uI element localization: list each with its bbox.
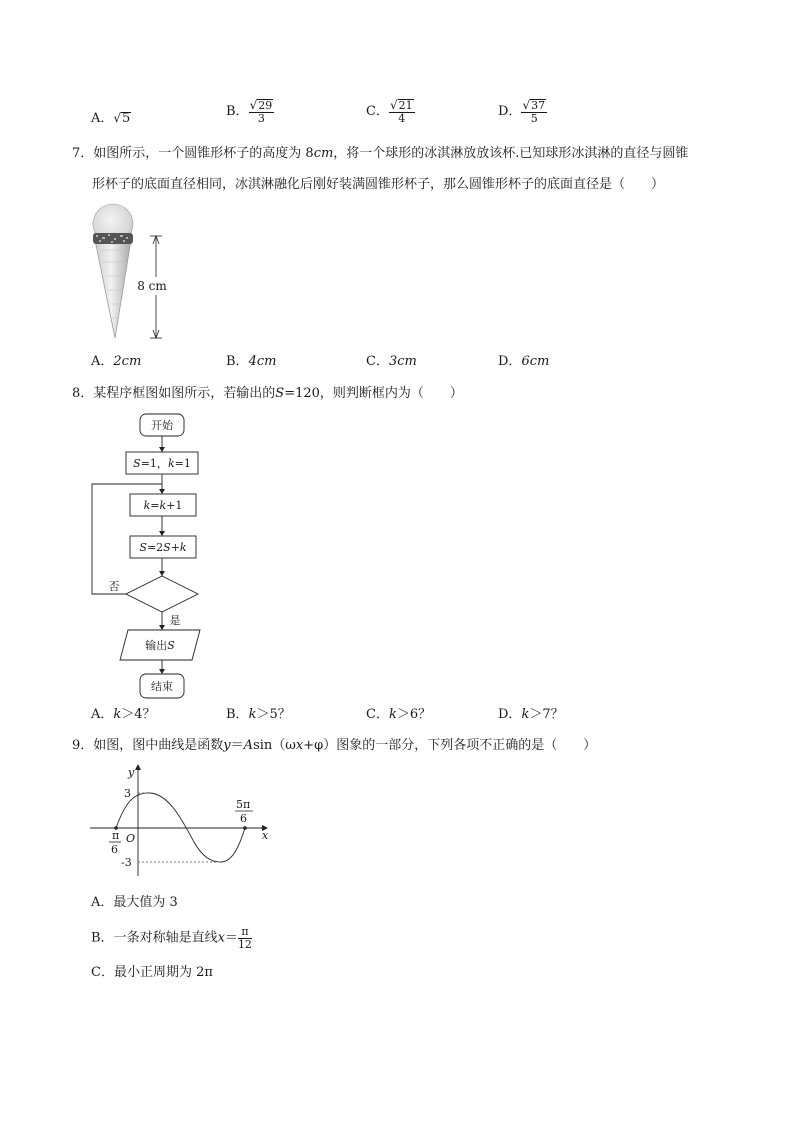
q7-option-c: C．3cm	[366, 354, 417, 369]
q8-flowchart	[88, 412, 218, 702]
q8-stem: 8．某程序框图如图所示，若输出的S=120，则判断框内为（ ）	[72, 386, 463, 401]
graph-min-label: -3	[121, 856, 132, 869]
q7-stem-line1: 7．如图所示，一个圆锥形杯子的高度为 8cm，将一个球形的冰淇淋放放该杯.已知球形冰淇淋的直径与圆锥	[72, 146, 689, 161]
graph-max-label: 3	[124, 787, 131, 800]
graph-origin-label: O	[126, 832, 136, 845]
graph-right-num: 5π	[236, 798, 251, 811]
flow-decision	[126, 576, 198, 612]
q9-option-c: C．最小正周期为 2π	[91, 965, 213, 980]
q7-option-a: A．2cm	[91, 354, 142, 369]
flow-output-label: 输出S	[145, 639, 175, 652]
q9-option-b: B．一条对称轴是直线x＝ $\frac{\pi}{12}$	[91, 925, 252, 951]
graph-left-den: 6	[111, 843, 118, 856]
sine-curve	[116, 793, 245, 862]
q8-option-b: B．k＞5？	[226, 707, 291, 722]
q6-option-b: B． $\frac{√29}{3}$	[226, 98, 273, 125]
q7-option-d: D．6cm	[498, 354, 550, 369]
q8-option-c: C．k＞6？	[366, 707, 432, 722]
q9-option-a: A．最大值为 3	[91, 895, 178, 910]
q6-option-d: D． $\frac{√37}{5}$	[498, 98, 546, 125]
q7-stem-line2: 形杯子的底面直径相同，冰淇淋融化后刚好装满圆锥形杯子，那么圆锥形杯子的底面直径是（ ）	[92, 177, 665, 192]
q7-height-label: 8 cm	[137, 279, 167, 293]
flow-end-label: 结束	[151, 680, 173, 693]
q9-sine-graph	[88, 764, 273, 879]
q8-option-a: A．k＞4？	[91, 707, 156, 722]
q9-stem: 9．如图，图中曲线是函数y＝Asin（ωx+φ）图象的一部分，下列各项不正确的是（ ）	[72, 738, 597, 753]
flow-step-k-label: k=k+1	[143, 499, 183, 512]
q8-option-d: D．k＞7？	[498, 707, 564, 722]
cone-shape	[95, 240, 131, 338]
flow-no-label: 否	[108, 580, 120, 593]
q6-option-a-radicand: 5	[122, 111, 131, 126]
q7-ice-cream-figure	[88, 200, 178, 342]
graph-y-label: y	[128, 766, 135, 779]
q7-option-b: B．4cm	[226, 354, 277, 369]
flow-init-label: S=1，k=1	[133, 457, 191, 470]
graph-right-den: 6	[240, 812, 247, 825]
graph-x-label: x	[262, 829, 269, 842]
flow-step-s-label: S=2S+k	[139, 541, 187, 554]
flow-yes-label: 是	[169, 614, 181, 627]
graph-left-num: π	[112, 829, 120, 842]
q6-option-a: A．√5	[91, 111, 131, 126]
q6-option-c: C． $\frac{√21}{4}$	[366, 98, 413, 125]
flow-start-label: 开始	[151, 419, 173, 432]
